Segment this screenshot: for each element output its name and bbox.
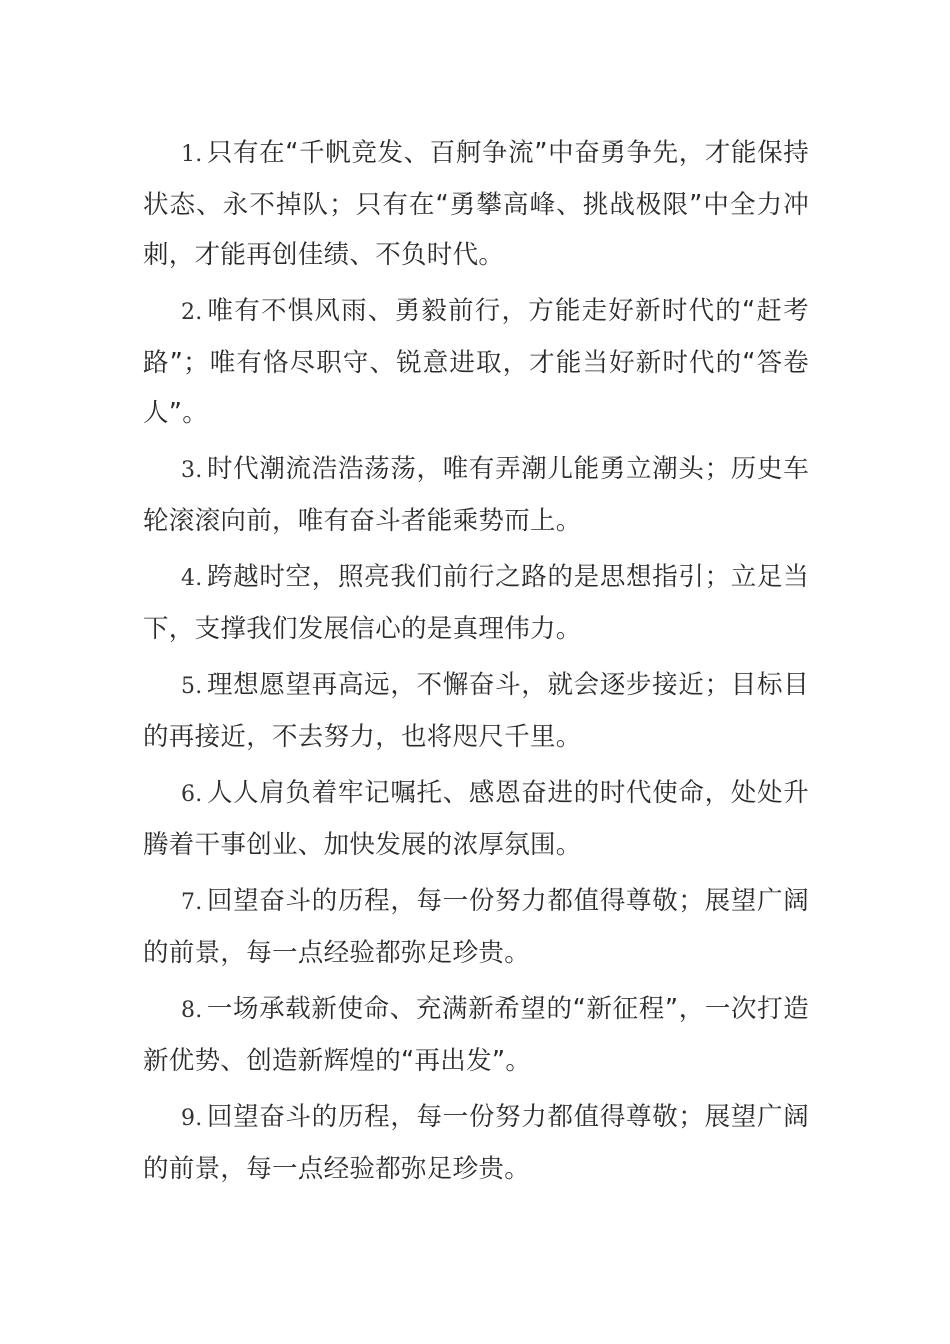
document-body <box>143 128 809 1200</box>
paragraph-number: 9. <box>181 1106 203 1131</box>
paragraph-number: 3. <box>181 458 203 483</box>
paragraph-text: 一场承载新使命、充满新希望的“新征程”，一次打造新优势、创造新辉煌的“再出发”。 <box>143 994 809 1076</box>
paragraph-number: 2. <box>181 300 203 325</box>
paragraph-number: 1. <box>181 142 203 167</box>
paragraph-text: 时代潮流浩浩荡荡，唯有弄潮儿能勇立潮头；历史车轮滚滚向前，唯有奋斗者能乘势而上。 <box>143 454 809 536</box>
paragraph-9 <box>143 1092 809 1194</box>
paragraph-number: 5. <box>181 674 203 699</box>
paragraph-text: 人人肩负着牢记嘱托、感恩奋进的时代使命，处处升腾着干事创业、加快发展的浓厚氛围。 <box>143 778 809 860</box>
paragraph-text: 唯有不惧风雨、勇毅前行，方能走好新时代的“赶考路”；唯有恪尽职守、锐意进取，才能当好新时代的“答卷人”。 <box>143 296 809 428</box>
paragraph-text: 跨越时空，照亮我们前行之路的是思想指引；立足当下，支撑我们发展信心的是真理伟力。 <box>143 562 809 644</box>
paragraph-7 <box>143 876 809 978</box>
paragraph-text: 只有在“千帆竞发、百舸争流”中奋勇争先，才能保持状态、永不掉队；只有在“勇攀高峰、挑战极限”中全力冲刺，才能再创佳绩、不负时代。 <box>143 138 809 270</box>
paragraph-8 <box>143 984 809 1086</box>
paragraph-text: 回望奋斗的历程，每一份努力都值得尊敬；展望广阔的前景，每一点经验都弥足珍贵。 <box>143 886 809 968</box>
paragraph-5 <box>143 660 809 762</box>
paragraph-text: 理想愿望再高远，不懈奋斗，就会逐步接近；目标目的再接近，不去努力，也将咫尺千里。 <box>143 670 809 752</box>
paragraph-4 <box>143 552 809 654</box>
paragraph-number: 4. <box>181 566 203 591</box>
paragraph-3 <box>143 444 809 546</box>
paragraph-number: 8. <box>181 998 203 1023</box>
paragraph-number: 7. <box>181 890 203 915</box>
paragraph-1 <box>143 128 809 280</box>
paragraph-6 <box>143 768 809 870</box>
paragraph-number: 6. <box>181 782 203 807</box>
paragraph-2 <box>143 286 809 438</box>
paragraph-text: 回望奋斗的历程，每一份努力都值得尊敬；展望广阔的前景，每一点经验都弥足珍贵。 <box>143 1102 809 1184</box>
